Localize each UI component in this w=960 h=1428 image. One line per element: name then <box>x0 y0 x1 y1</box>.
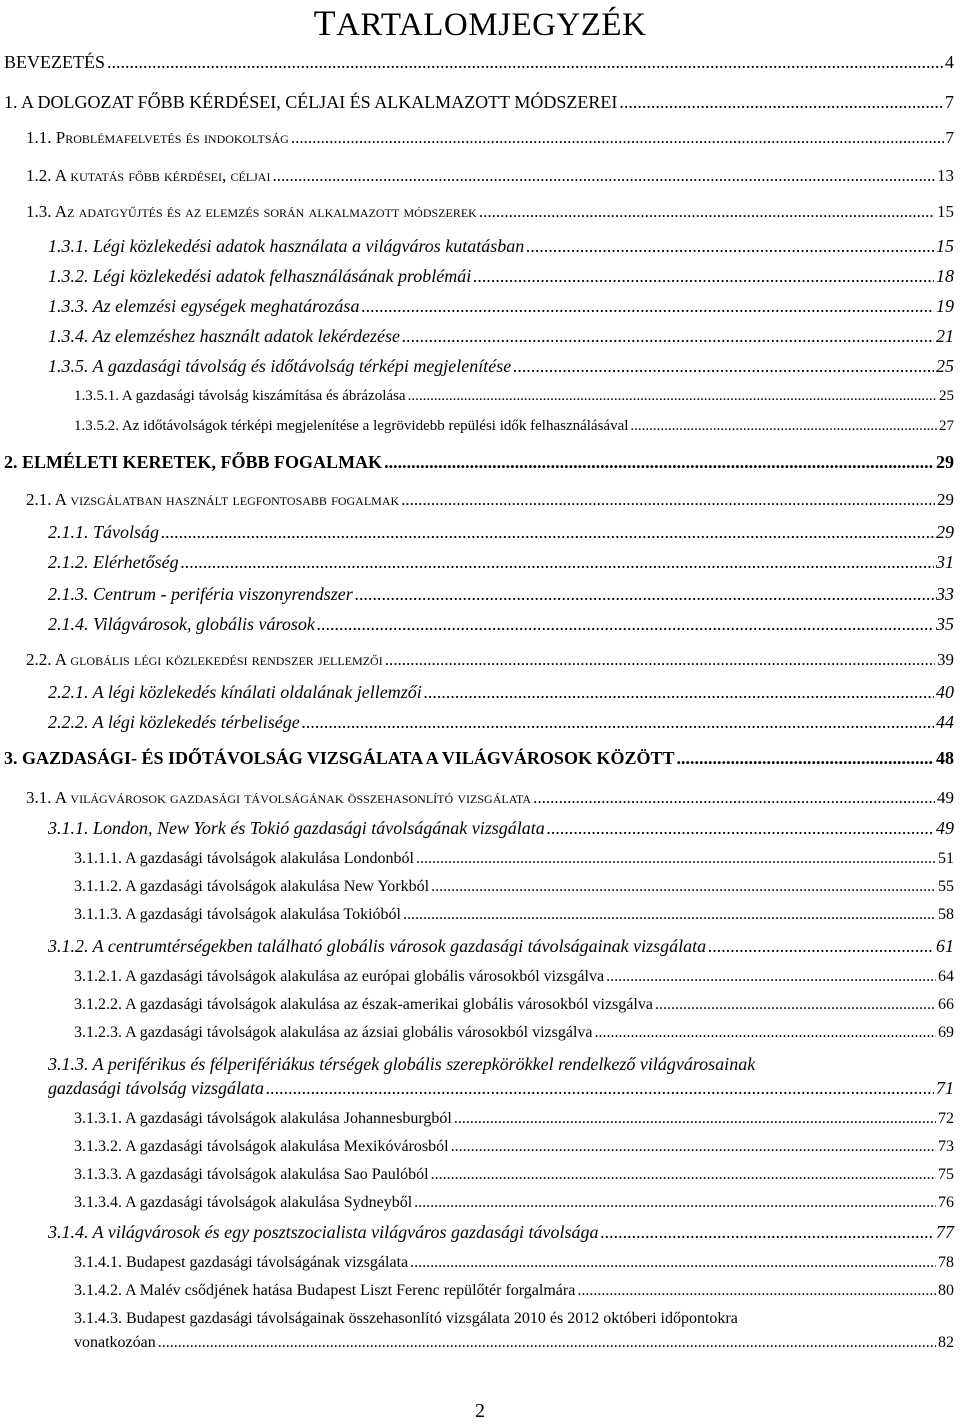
toc-entry-text: 1.3. Az adatgyűjtés és az elemzés során alkalmazott módszerek <box>26 202 477 221</box>
toc-entry-continuation[interactable] <box>48 1078 954 1099</box>
toc-entry-page: 75 <box>938 1166 954 1183</box>
toc-entry-page: 78 <box>938 1254 954 1271</box>
toc-leader-dots <box>577 1282 936 1300</box>
toc-entry-text: 2.1.1. Távolság <box>48 522 160 542</box>
toc-entry-text: 1.3.5.2. Az időtávolságok térképi megjelenítése a legrövidebb repülési idők felhasználásával <box>74 418 629 434</box>
toc-leader-dots <box>533 788 935 808</box>
toc-entry-text: 3.1.1.3. A gazdasági távolságok alakulása Tokióból <box>74 906 401 923</box>
toc-entry-wrapped[interactable] <box>48 1054 960 1075</box>
toc-entry[interactable] <box>74 1138 954 1156</box>
toc-leader-dots <box>266 1078 934 1099</box>
toc-entry[interactable] <box>26 128 954 148</box>
toc-entry-text: 2.2.2. A légi közlekedés térbelisége <box>48 712 300 732</box>
toc-leader-dots <box>526 236 934 257</box>
toc-entry-page: 4 <box>945 52 954 72</box>
toc-entry-page: 31 <box>936 552 954 572</box>
toc-entry[interactable] <box>74 906 954 924</box>
toc-leader-dots <box>708 936 934 957</box>
toc-leader-dots <box>479 202 935 222</box>
toc-entry-text: 3.1.4.3. Budapest gazdasági távolságainak összehasonlító vizsgálata 2010 és 2012 októberi időpontokra <box>74 1310 738 1327</box>
toc-leader-dots <box>431 878 936 896</box>
toc-leader-dots <box>513 356 934 377</box>
toc-entry-page: 13 <box>937 166 954 185</box>
toc-entry-text: 3.1.3.2. A gazdasági távolságok alakulása Mexikóvárosból <box>74 1138 449 1155</box>
toc-entry[interactable] <box>4 452 954 473</box>
toc-entry-text: 1.2. A kutatás főbb kérdései, céljai <box>26 166 271 185</box>
toc-entry-page: 69 <box>938 1024 954 1041</box>
toc-entry-text: 3.1.4.2. A Malév csődjének hatása Budapest Liszt Ferenc repülőtér forgalmára <box>74 1282 576 1299</box>
toc-leader-dots <box>606 968 936 986</box>
toc-entry[interactable] <box>48 818 954 839</box>
toc-leader-dots <box>291 128 944 148</box>
toc-entry-page: 80 <box>938 1282 954 1299</box>
toc-entry[interactable] <box>74 850 954 868</box>
toc-entry-page: 25 <box>936 356 954 376</box>
toc-entry-page: 33 <box>936 584 954 604</box>
toc-leader-dots <box>431 1166 936 1184</box>
toc-entry-text: 2.1.3. Centrum - periféria viszonyrendszer <box>48 584 353 604</box>
toc-entry-page: 7 <box>945 128 954 147</box>
toc-entry-text: 3.1.2.3. A gazdasági távolságok alakulása az ázsiai globális városokból vizsgálva <box>74 1024 593 1041</box>
toc-entry[interactable] <box>74 1194 954 1212</box>
toc-leader-dots <box>454 1110 936 1128</box>
toc-entry[interactable] <box>48 682 954 703</box>
toc-entry[interactable] <box>48 296 954 317</box>
toc-entry-page: 48 <box>936 748 954 768</box>
toc-leader-dots <box>158 1334 936 1352</box>
toc-entry-text: 1.1. Problémafelvetés és indokoltság <box>26 128 289 147</box>
toc-leader-dots <box>600 1222 934 1243</box>
toc-entry-page: 7 <box>945 92 954 112</box>
toc-entry[interactable] <box>48 356 954 377</box>
toc-entry-text: 1.3.1. Légi közlekedési adatok használata a világváros kutatásban <box>48 236 525 256</box>
toc-entry-text: 3.1. A világvárosok gazdasági távolságának összehasonlító vizsgálata <box>26 788 532 807</box>
toc-entry-text: 3.1.2.1. A gazdasági távolságok alakulása az európai globális városokból vizsgálva <box>74 968 605 985</box>
toc-entry-text: 3. GAZDASÁGI- ÉS IDŐTÁVOLSÁG VIZSGÁLATA A VILÁGVÁROSOK KÖZÖTT <box>4 748 675 768</box>
toc-entry[interactable] <box>48 1222 954 1243</box>
toc-entry-text-continued: gazdasági távolság vizsgálata <box>48 1078 265 1098</box>
toc-entry-page: 64 <box>938 968 954 985</box>
toc-entry-page: 27 <box>939 418 954 434</box>
toc-entry[interactable] <box>74 968 954 986</box>
toc-entry-text: 3.1.4.1. Budapest gazdasági távolságának vizsgálata <box>74 1254 409 1271</box>
toc-entry[interactable] <box>74 996 954 1014</box>
toc-entry-text: 1.3.5. A gazdasági távolság és időtávolság térképi megjelenítése <box>48 356 512 376</box>
toc-entry-text: 2. ELMÉLETI KERETEK, FŐBB FOGALMAK <box>4 452 383 472</box>
toc-entry-text: 3.1.3.4. A gazdasági távolságok alakulása Sydneyből <box>74 1194 413 1211</box>
toc-leader-dots <box>302 712 934 733</box>
toc-entry[interactable] <box>48 236 954 257</box>
toc-entry-text: 2.2.1. A légi közlekedés kínálati oldalának jellemzői <box>48 682 422 702</box>
toc-leader-dots <box>473 266 934 287</box>
toc-entry[interactable] <box>4 748 954 769</box>
toc-entry-text: 1.3.4. Az elemzéshez használt adatok lekérdezése <box>48 326 400 346</box>
toc-leader-dots <box>655 996 936 1014</box>
toc-entry[interactable] <box>48 936 954 957</box>
toc-entry[interactable] <box>26 166 954 186</box>
toc-entry-page: 29 <box>936 452 954 472</box>
toc-leader-dots <box>414 1194 936 1212</box>
toc-leader-dots <box>408 388 937 405</box>
toc-leader-dots <box>317 614 934 635</box>
toc-entry[interactable] <box>26 788 954 808</box>
toc-entry-text: 1.3.5.1. A gazdasági távolság kiszámítása és ábrázolása <box>74 388 406 404</box>
toc-leader-dots <box>384 452 934 473</box>
toc-entry-page: 18 <box>936 266 954 286</box>
toc-entry-text: 2.1.4. Világvárosok, globális városok <box>48 614 315 634</box>
toc-entry[interactable] <box>48 522 954 543</box>
toc-entry-text: 3.1.2.2. A gazdasági távolságok alakulása az észak-amerikai globális városokból vizsgálva <box>74 996 653 1013</box>
toc-leader-dots <box>424 682 934 703</box>
toc-entry-text: 3.1.1. London, New York és Tokió gazdasági távolságának vizsgálata <box>48 818 545 838</box>
toc-leader-dots <box>595 1024 936 1042</box>
toc-entry[interactable] <box>74 878 954 896</box>
toc-entry[interactable] <box>48 614 954 635</box>
toc-entry-text: 3.1.2. A centrumtérségekben található globális városok gazdasági távolságainak vizsgálata <box>48 936 707 956</box>
toc-entry-page: 15 <box>936 236 954 256</box>
toc-entry-page: 73 <box>938 1138 954 1155</box>
toc-entry[interactable] <box>74 1166 954 1184</box>
toc-entry-text: 3.1.3.1. A gazdasági távolságok alakulása Johannesburgból <box>74 1110 452 1127</box>
toc-entry-page: 40 <box>936 682 954 702</box>
toc-leader-dots <box>361 296 934 317</box>
toc-leader-dots <box>547 818 934 839</box>
toc-leader-dots <box>619 92 943 113</box>
toc-entry-text: BEVEZETÉS <box>4 52 105 72</box>
toc-leader-dots <box>401 490 935 510</box>
toc-entry[interactable] <box>4 52 954 73</box>
toc-entry-wrapped[interactable] <box>74 1310 960 1328</box>
toc-entry-text: 1.3.2. Légi közlekedési adatok felhasználásának problémái <box>48 266 472 286</box>
toc-entry-page: 25 <box>939 388 954 404</box>
toc-entry-page: 21 <box>936 326 954 346</box>
toc-entry-continuation[interactable] <box>74 1334 954 1352</box>
toc-entry[interactable] <box>74 418 954 435</box>
toc-leader-dots <box>181 552 934 573</box>
toc-leader-dots <box>402 326 934 347</box>
toc-entry-text-continued: vonatkozóan <box>74 1334 156 1351</box>
toc-entry[interactable] <box>4 92 954 113</box>
toc-entry-page: 55 <box>938 878 954 895</box>
toc-entry-text: 2.1.2. Elérhetőség <box>48 552 179 572</box>
toc-entry-text: 2.2. A globális légi közlekedési rendszer jellemzői <box>26 650 383 669</box>
toc-leader-dots <box>410 1254 936 1272</box>
toc-entry[interactable] <box>48 712 954 733</box>
toc-entry-page: 82 <box>938 1334 954 1351</box>
toc-entry-page: 77 <box>936 1222 954 1242</box>
toc-entry[interactable] <box>48 326 954 347</box>
toc-leader-dots <box>451 1138 936 1156</box>
toc-entry-page: 66 <box>938 996 954 1013</box>
toc-entry[interactable] <box>74 1254 954 1272</box>
page-number: 2 <box>475 1400 485 1422</box>
toc-entry[interactable] <box>74 388 954 405</box>
toc-entry-page: 51 <box>938 850 954 867</box>
toc-entry-page: 39 <box>937 650 954 669</box>
toc-entry[interactable] <box>26 650 954 670</box>
toc-entry[interactable] <box>74 1110 954 1128</box>
toc-entry-text: 3.1.4. A világvárosok és egy posztszocialista világváros gazdasági távolsága <box>48 1222 599 1242</box>
toc-entry[interactable] <box>74 1024 954 1042</box>
toc-entry-page: 15 <box>937 202 954 221</box>
toc-entry-page: 61 <box>936 936 954 956</box>
toc-leader-dots <box>676 748 934 769</box>
toc-leader-dots <box>403 906 936 924</box>
toc-leader-dots <box>416 850 936 868</box>
toc-leader-dots <box>355 584 934 605</box>
toc-entry-page: 44 <box>936 712 954 732</box>
toc-entry-page: 19 <box>936 296 954 316</box>
toc-entry[interactable] <box>48 584 954 605</box>
toc-entry-page: 72 <box>938 1110 954 1127</box>
toc-entry-page: 58 <box>938 906 954 923</box>
toc-entry-page: 49 <box>937 788 954 807</box>
toc-entry-text: 1. A DOLGOZAT FŐBB KÉRDÉSEI, CÉLJAI ÉS ALKALMAZOTT MÓDSZEREI <box>4 92 618 112</box>
toc-entry-text: 3.1.3.3. A gazdasági távolságok alakulása Sao Paulóból <box>74 1166 429 1183</box>
toc-entry-page: 76 <box>938 1194 954 1211</box>
toc-entry[interactable] <box>48 552 954 573</box>
toc-leader-dots <box>161 522 934 543</box>
toc-entry[interactable] <box>48 266 954 287</box>
title-rest: ARTALOMJEGYZÉK <box>336 7 647 43</box>
title-initial: T <box>313 3 337 43</box>
toc-entry-page: 35 <box>936 614 954 634</box>
toc-leader-dots <box>107 52 943 73</box>
toc-entry[interactable] <box>74 1282 954 1300</box>
toc-leader-dots <box>385 650 935 670</box>
toc-entry-text: 1.3.3. Az elemzési egységek meghatározása <box>48 296 360 316</box>
toc-entry-page: 71 <box>936 1078 954 1098</box>
toc-entry[interactable] <box>26 490 954 510</box>
toc-entry-page: 29 <box>937 490 954 509</box>
toc-entry-page: 29 <box>936 522 954 542</box>
toc-leader-dots <box>630 418 937 435</box>
toc-entry-text: 3.1.1.2. A gazdasági távolságok alakulása New Yorkból <box>74 878 430 895</box>
toc-entry-text: 3.1.1.1. A gazdasági távolságok alakulása Londonból <box>74 850 414 867</box>
toc-entry[interactable] <box>26 202 954 222</box>
toc-entry-text: 3.1.3. A periférikus és félperifériákus térségek globális szerepkörökkel rendelkező világvárosainak <box>48 1054 756 1074</box>
toc-entry-text: 2.1. A vizsgálatban használt legfontosabb fogalmak <box>26 490 400 509</box>
toc-leader-dots <box>272 166 935 186</box>
toc-entry-page: 49 <box>936 818 954 838</box>
